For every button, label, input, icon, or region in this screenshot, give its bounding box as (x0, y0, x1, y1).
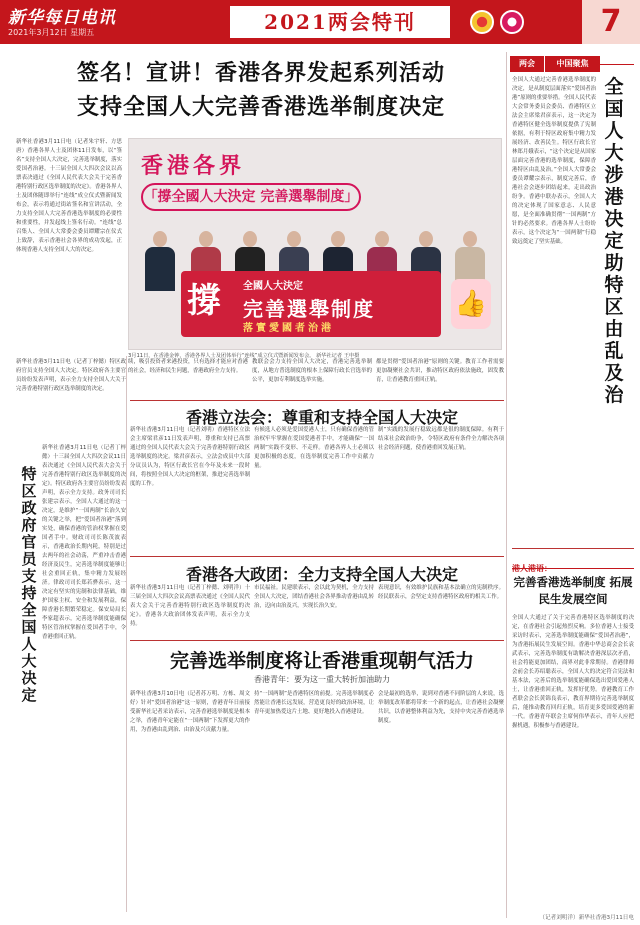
divider (130, 400, 504, 401)
byline-credit: （记者刘明洋）新华社香港3月11日电 (539, 915, 634, 921)
special-title: 2021两会特刊 (230, 6, 450, 38)
article-strip-a: 新华社香港3月11日电（记者丁梓懿）特区政府官员支持全国人大决定。特区政府各主要官员纷纷发表声明，表示全力支持全国人大关于完善香港特别行政区选举制度的决定。 (16, 359, 126, 392)
column-rule (506, 52, 507, 918)
article-legco-a: 新华社香港3月11日电（记者刘明）香港特区立法会主席梁君彦11日发表声明，尊重和支持已高票通过的全国人民代表大会关于完善香港特别行政区选举制度的决定。梁君彦表示，立法会成员中大部分议员认为，特区行政长官在今年及未来一段时间，将按照全国人大决定的框架，推进完善选举制度的工作。 (130, 427, 250, 487)
section-headline-youth: 完善选举制度将让香港重现朝气活力 (169, 650, 474, 672)
photo-caption: 3月11日，在香港金钟，香港各界人士及团体举行“连线”成立仪式暨新闻发布会。 新华社记者 王申摄 (128, 353, 360, 359)
banner-big-char: 撐 (187, 281, 221, 321)
hk-emblem-icon (500, 10, 524, 34)
section-headline-parties: 香港各大政团：全力支持全国人大决定 (185, 565, 458, 584)
hk-voices-headline: 完善香港选举制度 拓展民生发展空间 (513, 575, 633, 606)
headline-line-2: 支持全国人大完善香港选举制度决定 (76, 94, 445, 120)
divider (130, 640, 504, 641)
article-legco-c: 制”实践的发展行稳致远都是很的制度保障。有利于结束社会政治纷争，令特区政府有条件全力解决各项社会经济问题，使香港重回发展正轨。 (378, 427, 504, 451)
article-parties-a: 新华社香港3月11日电（记者丁梓懿、刘明洋）十三届全国人大四次会议高票表决通过《全国人民代表大会关于完善香港特别行政区选举制度的决定》。香港各大政治团体发表声明，表示全力支持。 (130, 585, 250, 627)
column-rule (126, 356, 127, 912)
article-strip-b: 续，吸引投资者来港投资，只有选择才能应对香港的社会，经济和民生问题，香港政府全力支持。 (128, 359, 248, 374)
article-youth-a: 新华社香港3月10日电（记者苏万明、方栋、周文好）针对“爱国者治港”这一原则，香港青年日前接受新华社记者采访表示，完善香港选举制度是根本之举，香港青年定能在“一国两制”下发挥更大的作用，为香港由乱到治、由治及兴贡献力量。 (130, 691, 250, 733)
divider (130, 556, 504, 557)
thumbs-up-icon: 👍 (451, 279, 491, 329)
left-article-body: 新华社香港3月11日电（记者丁梓懿）十三届全国人大四次会议11日表决通过《全国人民代表大会关于完善香港特别行政区选举制度的决定》。特区政府各主要官员纷纷发表声明，表示全力支持。政务司司长张建宗表示，全国人大通过的这一决定，是维护“一国两制”长治久安的关键之举，把“爱国者治港”落到实处，确保香港的管治权掌握在爱国者手中。财政司司长陈茂波表示，香港政治长期内耗，特别是过去两年的社会动荡，严重冲击香港经济及民生，完善选举制度能够让社会重回正轨，集中精力发展经济。律政司司长郑若骅表示，这一决定有坚实的宪制和法律基础，维护国家主权、安全和发展利益，保障香港长期繁荣稳定。保安局局长李家超表示，完善选举制度能确保特区管治权掌握在爱国者手中，令香港重回正轨。 (42, 445, 126, 640)
article-parties-b: 市民福祉。民建联表示，会以此为契机，全力支持全国人大决定，团结香港社会各界推动香港由乱转治，迈向由治及兴，实现长治久安。 (254, 585, 374, 609)
tag-lianghui: 两会 (510, 56, 544, 72)
masthead (0, 0, 640, 44)
right-vertical-headline: 全国人大涉港决定助特区由乱及治 (604, 76, 624, 406)
hk-voices-tag (512, 556, 634, 570)
right-article-body: 全国人大通过完善香港选举制度的决定，是从制度层面落实“爱国者治港”原则的重要举措。全国人民代表大会常务委员会委员、香港特区立法会主席梁君彦表示，这一决定为香港特区健全选举制度提供了宪制依据，有利于特区政府集中精力发展经济、改善民生。特区行政长官林郑月娥表示，“这个决定是从国家层面完善香港的选举制度，保障香港特区由乱及治。”全国人大常委会委员谭耀宗表示，制度完善后，香港社会会逐步团结起来，走出政治纷争。香港中联办表示，全国人大的决定体现了国家意志、人民意愿，是全面准确贯彻“一国两制”方针的必然要求。香港各界人士纷纷表示，这个决定为“一国两制”行稳致远奠定了坚实基础。 (512, 77, 596, 245)
hk-voices-body: 全国人大通过了关于完善香港特区选举制度的决定，在香港社会引起热烈反响。多位香港人士接受采访时表示，完善选举制度能确保“爱国者治港”，为香港拓展民生发展空间。香港中华总商会会长袁武表示，完善选举制度有助解决香港深层次矛盾，社会将能更加团结，商界对此非常期待。香港律师会前会长苏绍聪表示，全国人大的决定符合宪法和基本法，完善后的选举制度能确保选出爱国爱港人士，让香港重回正轨，发挥好优势。香港教育工作者联会会长黄锦良表示，教育界期待完善选举制度后，能推动教育回归正轨，培育更多爱国爱港的新一代。香港青年联会主席何伟华表示，青年人应把握机遇，积极参与香港建设。 (512, 615, 634, 729)
newspaper-logo: 新华每日电讯 (8, 8, 116, 28)
left-vertical-headline: 特区政府官员支持全国人大决定 (21, 465, 37, 704)
article-youth-c: 会是最初的选举，说到对香港不同阶层的人来说，选举制度改革都将带来一个新的起点，让香港社会凝聚共识，以香港整体利益为先，支持中央完善香港选举制度。 (378, 691, 504, 724)
section-headline-legco: 香港立法会：尊重和支持全国人大决定 (185, 408, 458, 427)
news-photo (128, 138, 502, 350)
photo-wall-subtitle: 「撐全國人大決定 完善選舉制度」 (141, 183, 361, 211)
banner-line-3: 落實愛國者治港 (243, 323, 334, 334)
right-section-tag (510, 56, 634, 72)
lead-article: 新华社香港3月11日电（记者朱宇轩、方思唐）香港各界人士及团体11日发布，以“签名”支持全国人大决定，完善选举制度，落实爱国者治港。十三届全国人大四次会议以高票表决通过《全国人民代表大会关于完善香港特别行政区选举制度的决定》。香港各界人士及团体随即举行“连线”成立仪式暨新闻发布会，表示将通过街站签名和宣讲活动，全力支持全国人大完善香港选举制度的必要性和重要性，并发起线上签名行动。“连线”总召集人、全国人大常委会委员谭耀宗在仪式上致辞，表示香港社会各界的成功发起，正体现香港人支持全国人大的决定。 (16, 139, 122, 253)
dateline: 2021年3月12日 星期五 (8, 28, 95, 37)
photo-banner (181, 271, 441, 337)
article-strip-c: 教联会会力支持全国人大决定，香港完善选举制度，从地方普选制度的根本上保障行政长官选举的公平，更加专利制度选举实施。 (252, 359, 372, 383)
banner-line-2: 完善選舉制度 (243, 297, 375, 321)
article-parties-c: 表现意识，有效维护民族和基本法确立的宪制秩序。经民联表示，会坚定支持香港特区政府的相关工作。 (378, 585, 504, 600)
article-youth-b: 持“一国两制”是香港特区的前提。完善选举制度必然能让香港长远发展，营造更良好的政治环境，让青年更加热爱这片土地、更好地投入香港建设。 (254, 691, 374, 715)
divider (512, 548, 634, 549)
national-emblem-icon (470, 10, 494, 34)
page-number: 7 (582, 0, 640, 44)
banner-line-1: 全國人大決定 (243, 281, 303, 292)
article-legco-b: 有候选人必须是爱国爱港人士，只有确保香港的管治权牢牢掌握在爱国爱港者手中，才能确保“一国两制”实践不变形、不走样。香港各界人士必须以更加积极的态度，在选举制度完善工作中贡献力量。 (254, 427, 374, 469)
article-strip-d: 都是贯彻“爱国者治港”原则的关键。教育工作者需要更加凝聚社会共识，推动特区政府依法施政，固发教育，让香港教育重回正轨。 (376, 359, 504, 383)
tag-china-focus: 中国聚焦 (544, 56, 600, 72)
section-subheadline-youth: 香港青年：要为这一重大转折加油助力 (254, 675, 390, 684)
main-headline (16, 58, 506, 122)
photo-wall-title: 香港各界 (141, 153, 246, 179)
headline-line-1: 签名！宣讲！香港各界发起系列活动 (76, 60, 445, 86)
